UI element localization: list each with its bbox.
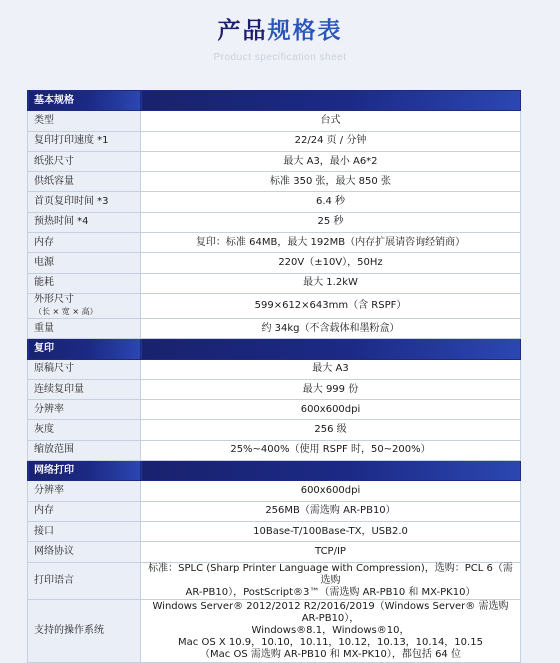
- spec-value: 600x600dpi: [141, 481, 521, 501]
- spec-value: 复印：标准 64MB，最大 192MB（内存扩展请咨询经销商）: [141, 233, 521, 253]
- spec-row: [28, 131, 521, 151]
- spec-value: 最大 A3: [141, 359, 521, 379]
- spec-row: [28, 359, 521, 379]
- spec-value: 最大 999 份: [141, 379, 521, 399]
- spec-label: 内存: [28, 233, 141, 253]
- spec-label: 缩放范围: [28, 440, 141, 460]
- spec-value: 220V（±10V），50Hz: [141, 253, 521, 273]
- spec-value: 600x600dpi: [141, 400, 521, 420]
- spec-value: 25 秒: [141, 212, 521, 232]
- spec-row: [28, 253, 521, 273]
- spec-value-line: Windows Server® 2012/2012 R2/2016/2019（Windows Server® 需选购 AR-PB10），: [152, 600, 509, 624]
- spec-label: 外形尺寸: [34, 293, 74, 305]
- spec-label: 网络协议: [28, 542, 141, 562]
- spec-row: [28, 151, 521, 171]
- spec-row: [28, 212, 521, 232]
- spec-label-cell: [28, 293, 141, 318]
- spec-row: [28, 233, 521, 253]
- spec-label: 供纸容量: [28, 172, 141, 192]
- spec-label: 电源: [28, 253, 141, 273]
- spec-value: 约 34kg（不含载体和墨粉盒）: [141, 318, 521, 338]
- spec-label: 能耗: [28, 273, 141, 293]
- section-title: 基本规格: [28, 91, 141, 111]
- section-header-basic: [28, 91, 521, 111]
- spec-row: [28, 521, 521, 541]
- spec-row: [28, 318, 521, 338]
- spec-value: 最大 1.2kW: [141, 273, 521, 293]
- spec-value-line: 标准：SPLC (Sharp Printer Language with Compression)，选购：PCL 6（需选购: [148, 562, 513, 586]
- spec-value-multiline: [141, 562, 521, 599]
- spec-row: [28, 273, 521, 293]
- spec-row: [28, 172, 521, 192]
- spec-value: 台式: [141, 111, 521, 131]
- spec-row: [28, 501, 521, 521]
- spec-label: 复印打印速度 *1: [28, 131, 141, 151]
- spec-label: 重量: [28, 318, 141, 338]
- spec-row: [28, 599, 521, 662]
- spec-label: 打印语言: [28, 562, 141, 599]
- page-title: [0, 12, 560, 45]
- spec-value-line: Windows®8.1，Windows®10，: [251, 624, 410, 636]
- spec-value: 22/24 页 / 分钟: [141, 131, 521, 151]
- spec-label: 分辨率: [28, 481, 141, 501]
- spec-value-multiline: [141, 599, 521, 662]
- spec-value: 最大 A3，最小 A6*2: [141, 151, 521, 171]
- spec-label: 原稿尺寸: [28, 359, 141, 379]
- spec-label: 接口: [28, 521, 141, 541]
- spec-row: [28, 192, 521, 212]
- spec-row: [28, 111, 521, 131]
- spec-row: [28, 293, 521, 318]
- spec-value: 10Base-T/100Base-TX，USB2.0: [141, 521, 521, 541]
- title-accent: 规格表: [267, 18, 343, 44]
- spec-value-line: （Mac OS 需选购 AR-PB10 和 MX-PK10），都包括 64 位: [200, 648, 461, 660]
- spec-label-note: （长 × 宽 × 高）: [34, 306, 98, 316]
- spec-row: [28, 400, 521, 420]
- spec-value-line: AR-PB10），PostScript®3™（需选购 AR-PB10 和 MX-PK10）: [185, 586, 476, 598]
- spec-label: 类型: [28, 111, 141, 131]
- spec-label: 内存: [28, 501, 141, 521]
- spec-row: [28, 481, 521, 501]
- section-title: 复印: [28, 339, 141, 359]
- spec-value: 599×612×643mm（含 RSPF）: [141, 293, 521, 318]
- title-main: 产品: [217, 18, 268, 44]
- spec-value: TCP/IP: [141, 542, 521, 562]
- spec-row: [28, 542, 521, 562]
- spec-value: 256MB（需选购 AR-PB10）: [141, 501, 521, 521]
- spec-table: [27, 90, 521, 663]
- spec-row: [28, 420, 521, 440]
- spec-value-line: Mac OS X 10.9，10.10，10.11，10.12，10.13，10.14，10.15: [178, 636, 483, 648]
- page-subtitle: Product specification sheet: [213, 52, 347, 63]
- section-header-network: [28, 461, 521, 481]
- spec-row: [28, 440, 521, 460]
- spec-value: 25%~400%（使用 RSPF 时，50~200%）: [141, 440, 521, 460]
- spec-label: 灰度: [28, 420, 141, 440]
- spec-label: 连续复印量: [28, 379, 141, 399]
- section-title: 网络打印: [28, 461, 141, 481]
- spec-row: [28, 562, 521, 599]
- spec-row: [28, 379, 521, 399]
- spec-label: 支持的操作系统: [28, 599, 141, 662]
- spec-label: 预热时间 *4: [28, 212, 141, 232]
- spec-value: 256 级: [141, 420, 521, 440]
- section-header-copy: [28, 339, 521, 359]
- spec-label: 首页复印时间 *3: [28, 192, 141, 212]
- spec-label: 纸张尺寸: [28, 151, 141, 171]
- spec-value: 标准 350 张，最大 850 张: [141, 172, 521, 192]
- spec-label: 分辨率: [28, 400, 141, 420]
- spec-value: 6.4 秒: [141, 192, 521, 212]
